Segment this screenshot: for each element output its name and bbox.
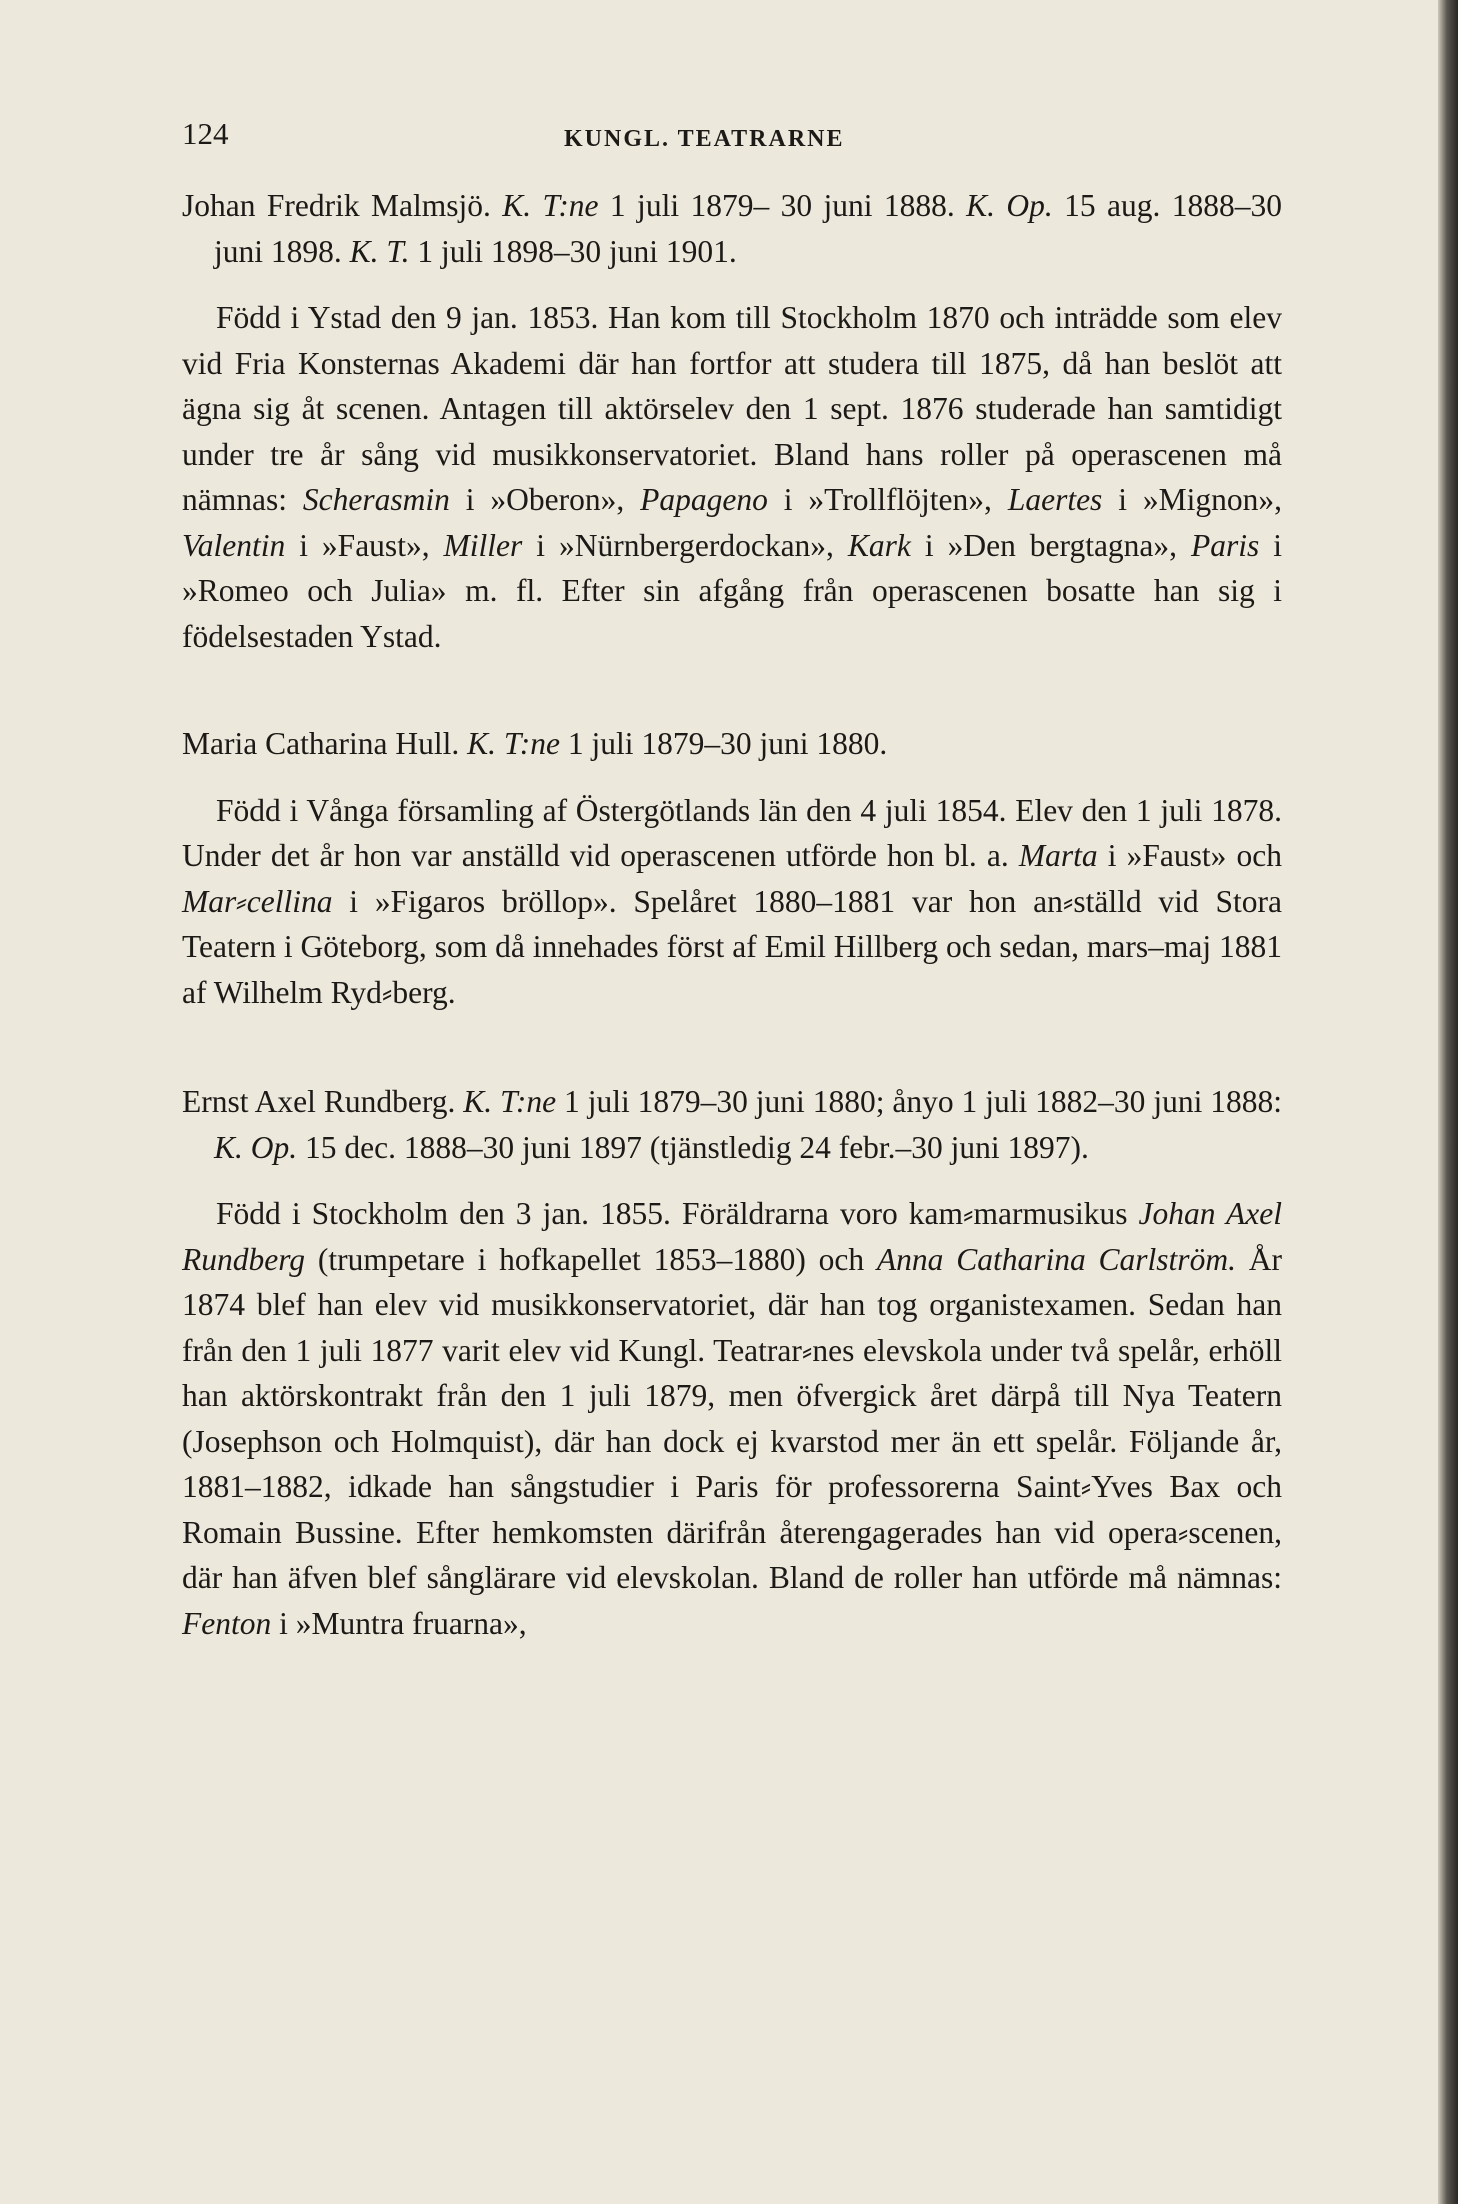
bio-text: i »Den bergtagna», (910, 527, 1191, 563)
bio-text: Född i Stockholm den 3 jan. 1855. Föräldrarna voro kam⸗marmusikus (216, 1196, 1139, 1231)
entry-heading (182, 183, 1282, 274)
bio-text: (trumpetare i hofkapellet 1853–1880) och (305, 1241, 877, 1277)
engagement-abbr: K. T:ne (467, 726, 560, 761)
biography-paragraph (182, 788, 1282, 1016)
bio-text: i »Faust» och (1097, 838, 1282, 873)
entry-heading (182, 1079, 1282, 1170)
engagement-period: 15 dec. 1888–30 juni 1897 (tjänstledig 24 febr.–30 juni 1897). (297, 1129, 1089, 1165)
person-name-italic: Anna Catharina Carlström. (876, 1241, 1236, 1277)
person-name: Ernst Axel Rundberg. (182, 1084, 456, 1119)
role-name: Papageno (640, 482, 768, 517)
role-name: Kark (847, 527, 911, 563)
running-title: KUNGL. TEATRARNE (564, 126, 845, 152)
bio-text: År 1874 blef han elev vid musikkonservatoriet, där han tog organistexamen. Sedan han från den 1 juli 1877 varit elev vid Kungl. Teatrar⸗nes elevskola under två spelår, erhöll han aktörskontrakt från den 1 juli 1879, men öfvergick året därpå till Nya Teatern (Josephson och Holmquist), där han dock ej kvarstod mer än ett spelår. Följande år, 1881–1882, idkade han sångstudier i Paris för professorerna Saint⸗Yves Bax och Romain Bussine. Efter hemkomsten därifrån återengagerades han vid opera⸗scenen, där han äfven blef sånglärare vid elevskolan. Bland de roller han utförde må nämnas: (182, 1241, 1282, 1595)
page-number: 124 (182, 116, 229, 151)
engagement-period: 1 juli 1879– 30 juni 1888. (598, 188, 967, 223)
engagement-abbr: K. T. (349, 233, 410, 269)
bio-text: i »Romeo och Julia» m. fl. Efter sin afgång från operascenen bosatte han sig i födelsestaden Ystad. (182, 527, 1282, 654)
engagement-abbr: K. Op. (966, 188, 1053, 223)
page-header (182, 116, 1282, 166)
bio-text: i »Muntra fruarna», (271, 1605, 527, 1641)
page-edge-shadow (1438, 0, 1458, 2204)
bio-text: Född i Ystad den 9 jan. 1853. Han kom till Stockholm 1870 och inträdde som elev vid Fria Konsternas Akademi där han fortfor att studera till 1875, då han beslöt att ägna sig åt scenen. Antagen till aktörselev den 1 sept. 1876 studerade han samtidigt under tre år sång vid musikkonservatoriet. Bland hans roller på operascenen må nämnas: (182, 300, 1282, 517)
role-name: Mar⸗cellina (182, 883, 333, 919)
role-name: Laertes (1007, 482, 1103, 517)
person-name: Johan Fredrik Malmsjö. (182, 188, 491, 223)
engagement-abbr: K. Op. (214, 1129, 298, 1165)
bio-text: i »Nürnbergerdockan», (522, 527, 848, 563)
role-name: Marta (1018, 838, 1098, 873)
engagement-period: 1 juli 1898–30 juni 1901. (409, 233, 737, 269)
engagement-abbr: K. T:ne (502, 188, 599, 223)
entry-heading (182, 721, 1282, 767)
role-name: Miller (443, 527, 523, 563)
bio-text: i »Oberon», (449, 482, 641, 517)
engagement-period: 15 aug. 1888–30 juni 1898. (214, 188, 1283, 269)
role-name: Valentin (182, 527, 286, 563)
biography-paragraph (182, 1191, 1282, 1646)
role-name: Fenton (182, 1605, 272, 1641)
bio-text: Född i Vånga församling af Östergötlands län den 4 juli 1854. Elev den 1 juli 1878. Under det år hon var anställd vid operascenen utförde hon bl. a. (182, 792, 1282, 873)
bio-text: i »Figaros bröllop». Spelåret 1880–1881 var hon an⸗ställd vid Stora Teatern i Göteborg, som då innehades först af Emil Hillberg och sedan, mars–maj 1881 af Wilhelm Ryd⸗berg. (182, 883, 1282, 1010)
person-name: Maria Catharina Hull. (182, 726, 460, 761)
person-name-italic: Johan Axel Rundberg (182, 1196, 1282, 1277)
biography-paragraph (182, 295, 1282, 659)
role-name: Scherasmin (302, 482, 450, 517)
bio-text: i »Trollflöjten», (767, 482, 1008, 517)
bio-text: i »Faust», (285, 527, 444, 563)
engagement-abbr: K. T:ne (463, 1084, 557, 1119)
engagement-period: 1 juli 1879–30 juni 1880; ånyo 1 juli 1882–30 juni 1888: (556, 1084, 1282, 1119)
page-content (182, 183, 1282, 1646)
bio-text: i »Mignon», (1102, 482, 1282, 517)
engagement-period: 1 juli 1879–30 juni 1880. (559, 726, 888, 761)
role-name: Paris (1191, 527, 1260, 563)
